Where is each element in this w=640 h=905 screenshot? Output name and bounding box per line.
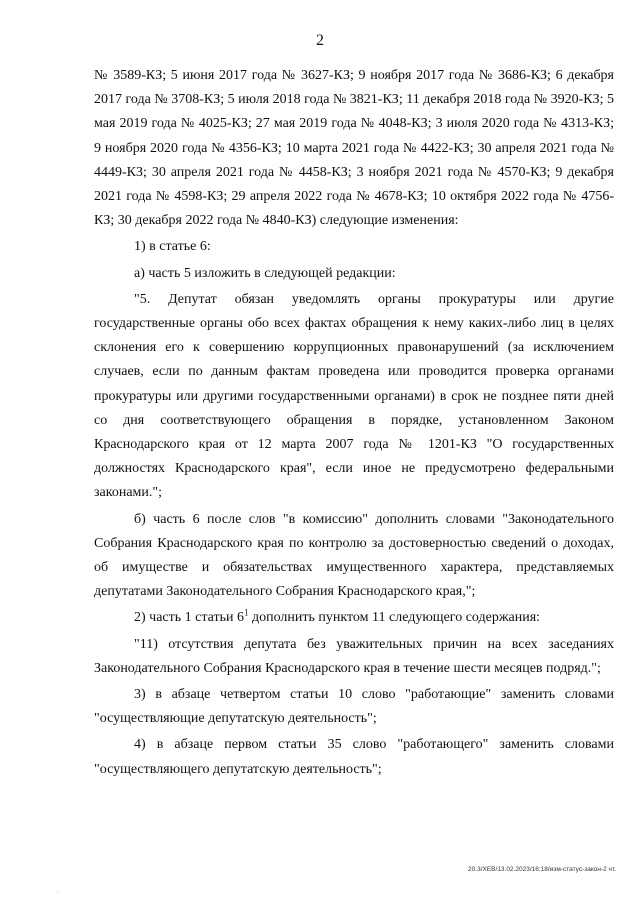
paragraph-continuation: № 3589-КЗ; 5 июня 2017 года № 3627-КЗ; 9 ноября 2017 года № 3686-КЗ; 6 декабря 2017 года № 3708-КЗ; 5 июля 2018 года № 3821-КЗ; 11 декабря 2018 года № 3920-КЗ; 5 мая 2019 года № 4025-КЗ; 27 мая 2019 года № 4048-КЗ; 3 июля 2020 года № 4313-КЗ; 9 ноября 2020 года № 4356-КЗ; 10 марта 2021 года № 4422-КЗ; 30 апреля 2021 года № 4449-КЗ; 30 апреля 2021 года № 4458-КЗ; 3 ноября 2021 года № 4570-КЗ; 9 декабря 2021 года № 4598-КЗ; 29 апреля 2022 года № 4678-КЗ; 10 октября 2022 года № 4756-КЗ; 30 декабря 2022 года № 4840-КЗ) следующие изменения: [94, 68, 614, 229]
paragraph-item-4: 4) в абзаце первом статьи 35 слово "работающего" заменить словами "осуществляющего депутатскую деятельность"; [94, 737, 614, 777]
paragraph-item-1b: б) часть 6 после слов "в комиссию" дополнить словами "Законодательного Собрания Краснодарского края по контролю за достоверностью сведений о доходах, об имуществе и обязательствах имущественного характера, представляемых депутатами Законодательного Собрания Краснодарского края,"; [94, 511, 614, 600]
corner-mark: . [57, 888, 59, 894]
article-superscript: 1 [243, 607, 249, 618]
item-2-text-after: дополнить пунктом 11 следующего содержания: [248, 610, 541, 626]
page-number: 2 [316, 32, 324, 49]
item-2-text-before: 2) часть 1 статьи 6 [134, 610, 244, 626]
paragraph-point-11: "11) отсутствия депутата без уважительных причин на всех заседаниях Законодательного Собрания Краснодарского края в течение шести месяцев подряд."; [94, 636, 614, 676]
document-body [94, 64, 614, 782]
paragraph-part-5: "5. Депутат обязан уведомлять органы прокуратуры или другие государственные органы обо всех фактах обращения к нему каких-либо лиц в целях склонения его к совершению коррупционных правонарушений (за исключением случаев, если по данным фактам проведена или проводится проверка органами прокуратуры или другими государственными органами) в срок не позднее пяти дней со дня соответствующего обращения в порядке, установленном Законом Краснодарского края от 12 марта 2007 года № 1201-КЗ "О государственных должностях Краснодарского края", если иное не предусмотрено федеральными законами."; [94, 291, 614, 501]
paragraph-item-1a: а) часть 5 изложить в следующей редакции: [134, 265, 396, 281]
document-footer: 20.3/ХЕВ/13.02.2023/16:18/изм-статус-закон-2 чт. [468, 866, 616, 873]
paragraph-item-3: 3) в абзаце четвертом статьи 10 слово "работающие" заменить словами "осуществляющие депутатскую деятельность"; [94, 687, 614, 727]
paragraph-item-2 [94, 606, 614, 630]
paragraph-item-1: 1) в статье 6: [134, 239, 211, 255]
